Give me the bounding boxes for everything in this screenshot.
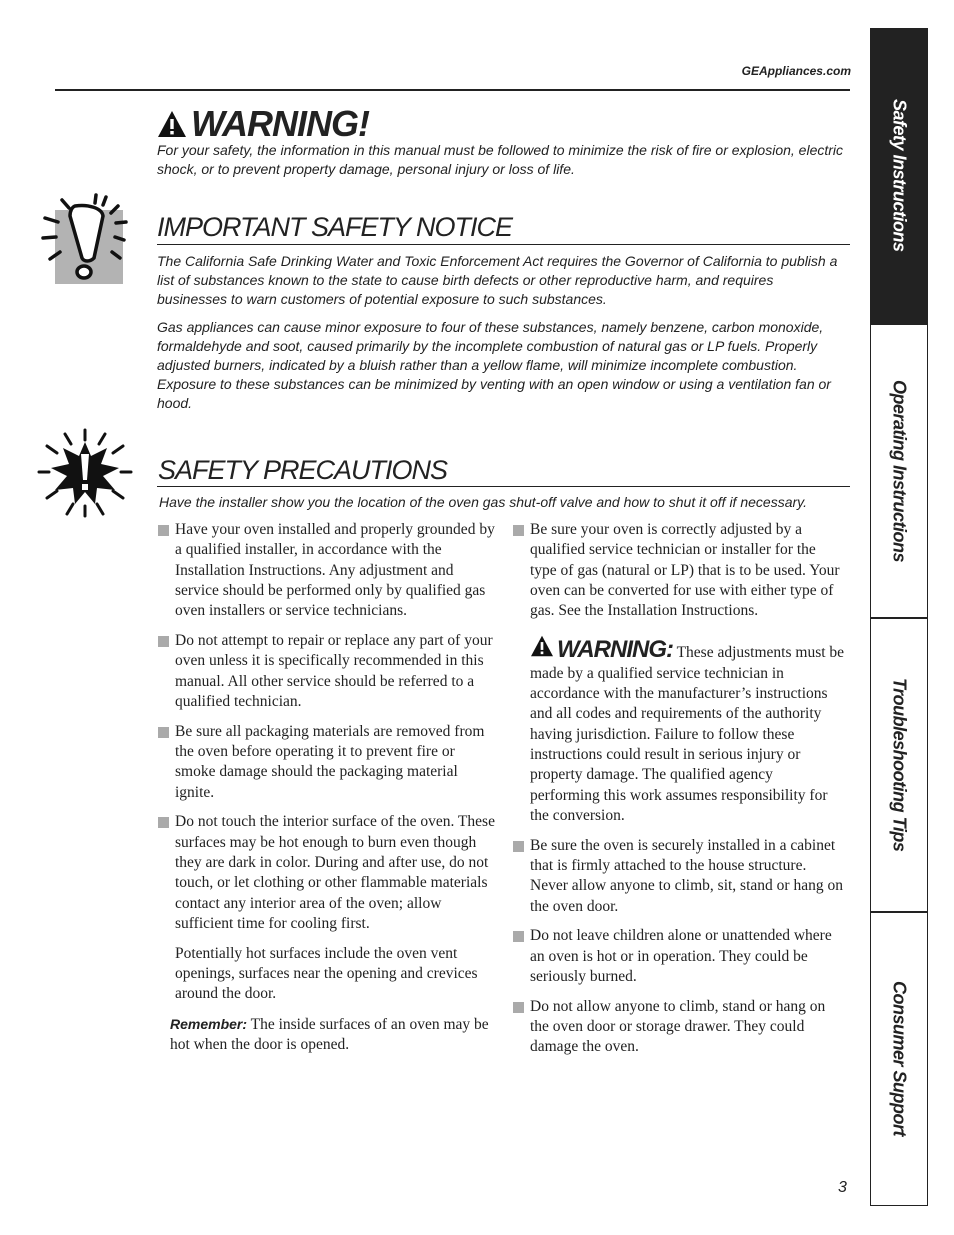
exclamation-notice-icon [40, 192, 130, 286]
bullet-square [158, 727, 169, 738]
section-sidebar [870, 28, 928, 1206]
warning-title-text: WARNING! [191, 103, 369, 144]
bullet-square [158, 636, 169, 647]
inline-warning-label: WARNING: [530, 636, 673, 663]
right-bullet-4: Do not allow anyone to climb, stand or hang on the oven door or storage drawer. They could damage the oven. [513, 997, 845, 1058]
tab-safety-instructions[interactable]: Safety Instructions [871, 28, 927, 323]
tab-consumer-support[interactable]: Consumer Support [871, 911, 927, 1205]
right-column [513, 520, 845, 1067]
warning-text: For your safety, the information in this manual must be followed to minimize the risk of fire or explosion, electric shock, or to prevent property damage, personal injury or loss of life. [157, 142, 844, 177]
precautions-intro: Have the installer show you the location of the oven gas shut-off valve and how to shut it off if necessary. [159, 494, 807, 510]
notice-rule [157, 244, 850, 245]
page-number: 3 [838, 1179, 847, 1196]
top-rule [55, 89, 850, 91]
bullet-square [513, 931, 524, 942]
tab-operating-instructions[interactable]: Operating Instructions [871, 323, 927, 617]
left-bullet-1: Have your oven installed and properly grounded by a qualified installer, in accordance with the Installation Instructions. Any adjustment and service should be performed only by qualified gas oven installers or service technicians. [158, 520, 498, 621]
bullet-square [158, 525, 169, 536]
notice-paragraph-1: The California Safe Drinking Water and Toxic Enforcement Act requires the Governor of California to publish a list of substances known to the state to cause birth defects or other reproductive harm, and requires businesses to warn customers of potential exposure to such substances. [157, 253, 838, 307]
warning-triangle-icon [530, 635, 554, 657]
burst-exclamation-icon [35, 428, 135, 518]
inline-warning-paragraph [513, 635, 845, 826]
precautions-rule [157, 486, 850, 487]
bullet-square [513, 525, 524, 536]
bullet-square [513, 1002, 524, 1013]
warning-title [157, 104, 369, 144]
right-bullet-2: Be sure the oven is securely installed in a cabinet that is firmly attached to the house structure. Never allow anyone to climb, sit, stand or hang on the oven door. [513, 836, 845, 917]
left-bullet-2: Do not attempt to repair or replace any part of your oven unless it is specifically recommended in this manual. All other service should be referred to a qualified technician. [158, 631, 498, 712]
precautions-heading: SAFETY PRECAUTIONS [158, 455, 448, 485]
remember-label: Remember: [170, 1016, 248, 1033]
right-bullet-1: Be sure your oven is correctly adjusted by a qualified service technician or installer for the type of gas (natural or LP) that is to be used. Your oven can be converted for use with either type of gas. See the Installation Instructions. [513, 520, 845, 621]
notice-paragraph-2: Gas appliances can cause minor exposure to four of these substances, namely benzene, carbon monoxide, formaldehyde and soot, caused primarily by the incomplete combustion of natural gas or LP fuels. Properly adjusted burners, indicated by a bluish rather than a yellow flame, will minimize incomplete combustion. Exposure to these substances can be minimized by venting with an open window or using a ventilation fan or hood. [157, 319, 831, 411]
left-extra-paragraph: Potentially hot surfaces include the oven vent openings, surfaces near the opening and crevices around the door. [175, 944, 478, 1003]
inline-warning-text: These adjustments must be made by a qualified service technician in accordance with the manufacturer’s instructions and all codes and requirements of the authority having jurisdiction. Failure to follow these instructions could result in serious injury or property damage. The qualified agency performing this work assumes responsibility for the conversion. [530, 644, 845, 824]
warning-triangle-icon [157, 110, 187, 138]
left-bullet-3: Be sure all packaging materials are removed from the oven before operating it to prevent fire or smoke damage should the packaging material ignite. [158, 722, 498, 803]
bullet-square [513, 841, 524, 852]
remember-paragraph [158, 1014, 498, 1056]
bullet-square [158, 817, 169, 828]
left-bullet-4: Do not touch the interior surface of the oven. These surfaces may be hot enough to burn even though they are dark in color. During and after use, do not touch, or let clothing or other flammable materials contact any interior area of the oven; allow sufficient time for cooling first. [158, 812, 498, 934]
left-column [158, 520, 498, 1065]
remember-text: The inside surfaces of an oven may be hot when the door is opened. [170, 1016, 489, 1054]
notice-heading: IMPORTANT SAFETY NOTICE [157, 212, 513, 242]
tab-troubleshooting-tips[interactable]: Troubleshooting Tips [871, 617, 927, 911]
right-bullet-3: Do not leave children alone or unattended where an oven is hot or in operation. They could be seriously burned. [513, 926, 845, 987]
site-url: GEAppliances.com [741, 64, 851, 78]
